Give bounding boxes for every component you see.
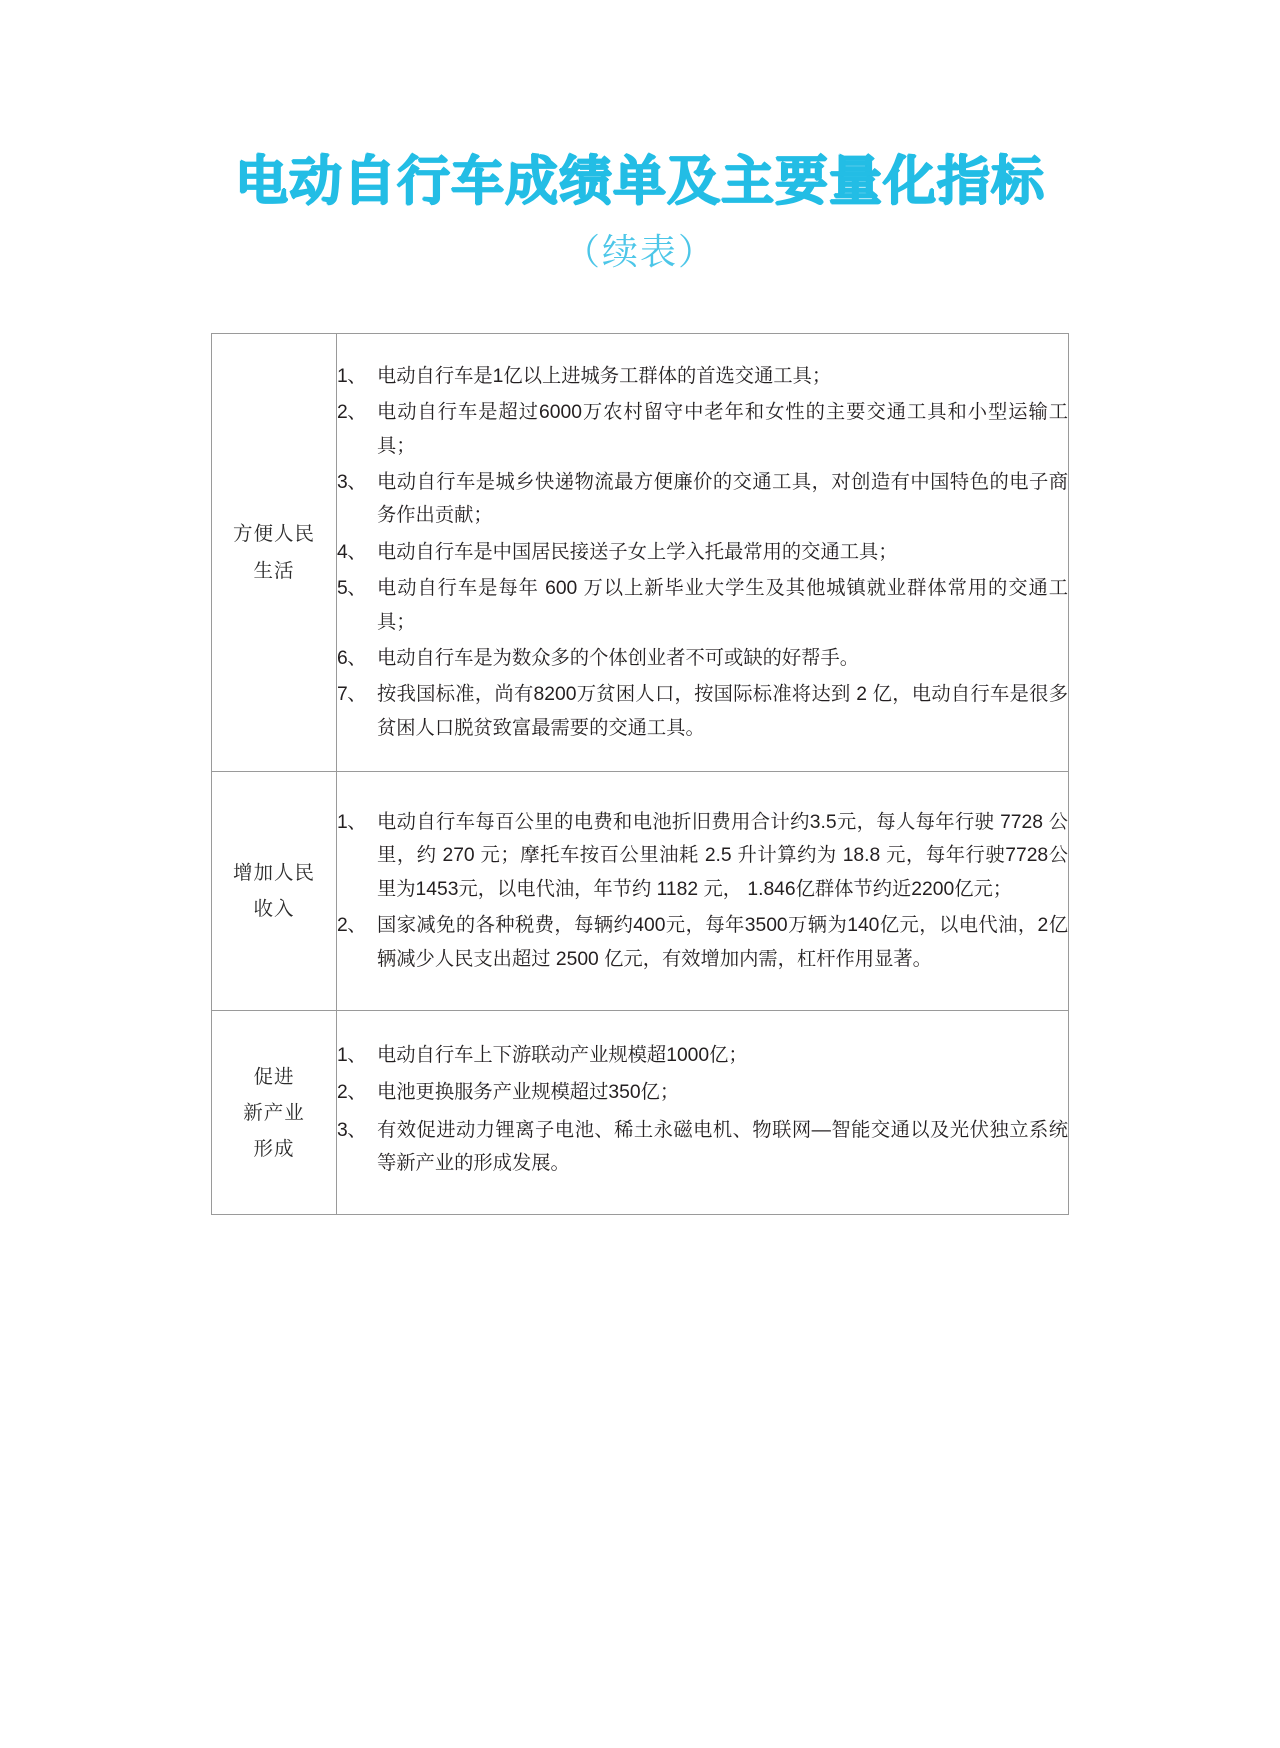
item-marker: 3、 bbox=[337, 472, 367, 494]
item-text: 电动自行车是为数众多的个体创业者不可或缺的好帮手。 bbox=[377, 647, 860, 669]
list-item bbox=[337, 909, 1068, 976]
item-text: 电动自行车是每年 600 万以上新毕业大学生及其他城镇就业群体常用的交通工具； bbox=[377, 578, 1068, 633]
list-item bbox=[337, 1114, 1068, 1181]
list-item bbox=[337, 536, 1068, 569]
row-label-line: 增加人民 bbox=[232, 861, 315, 884]
item-marker: 6、 bbox=[337, 647, 367, 669]
item-text: 电动自行车是城乡快递物流最方便廉价的交通工具，对创造有中国特色的电子商务作出贡献； bbox=[377, 472, 1068, 527]
item-marker: 2、 bbox=[337, 1082, 367, 1104]
item-list bbox=[337, 806, 1068, 976]
list-item bbox=[337, 1076, 1068, 1109]
title-block bbox=[0, 0, 1280, 278]
item-text: 电池更换服务产业规模超过350亿； bbox=[377, 1082, 680, 1104]
list-item bbox=[337, 1039, 1068, 1072]
table-container bbox=[211, 333, 1069, 1216]
list-item bbox=[337, 572, 1068, 639]
list-item bbox=[337, 396, 1068, 463]
row-content-cell bbox=[337, 333, 1069, 771]
item-marker: 2、 bbox=[337, 915, 367, 937]
item-marker: 1、 bbox=[337, 1044, 367, 1066]
row-content-cell bbox=[337, 772, 1069, 1011]
item-text: 电动自行车每百公里的电费和电池折旧费用合计约3.5元，每人每年行驶 7728 公里，约 270 元；摩托车按百公里油耗 2.5 升计算约为 18.8 元，每年行驶7728公里为1453元，以电代油，年节约 1182 元， 1.846亿群体节约近2200亿元； bbox=[377, 812, 1068, 900]
table-row bbox=[212, 1010, 1069, 1215]
row-label-line: 形成 bbox=[253, 1137, 295, 1160]
list-item bbox=[337, 360, 1068, 393]
item-list bbox=[337, 360, 1068, 745]
item-marker: 3、 bbox=[337, 1119, 367, 1141]
table-row bbox=[212, 333, 1069, 771]
item-text: 按我国标准，尚有8200万贫困人口，按国际标准将达到 2 亿，电动自行车是很多贫困人口脱贫致富最需要的交通工具。 bbox=[377, 684, 1068, 739]
item-marker: 2、 bbox=[337, 402, 367, 424]
table-row bbox=[212, 772, 1069, 1011]
item-text: 电动自行车是1亿以上进城务工群体的首选交通工具； bbox=[377, 365, 832, 387]
list-item bbox=[337, 806, 1068, 906]
item-text: 电动自行车是超过6000万农村留守中老年和女性的主要交通工具和小型运输工具； bbox=[377, 402, 1068, 457]
item-marker: 4、 bbox=[337, 541, 367, 563]
item-marker: 5、 bbox=[337, 578, 367, 600]
item-text: 电动自行车上下游联动产业规模超1000亿； bbox=[377, 1044, 748, 1066]
row-content-cell bbox=[337, 1010, 1069, 1215]
list-item bbox=[337, 678, 1068, 745]
page-title: 电动自行车成绩单及主要量化指标 bbox=[235, 151, 1045, 212]
row-label-line: 促进 bbox=[253, 1065, 295, 1088]
item-marker: 7、 bbox=[337, 684, 367, 706]
row-label-cell bbox=[212, 1010, 337, 1215]
item-marker: 1、 bbox=[337, 365, 367, 387]
indicators-table bbox=[211, 333, 1069, 1216]
row-label-line: 生活 bbox=[253, 559, 295, 582]
row-label-line: 新产业 bbox=[243, 1101, 305, 1124]
row-label-line: 方便人民 bbox=[232, 523, 315, 546]
list-item bbox=[337, 642, 1068, 675]
list-item bbox=[337, 466, 1068, 533]
item-text: 电动自行车是中国居民接送子女上学入托最常用的交通工具； bbox=[377, 541, 898, 563]
item-text: 有效促进动力锂离子电池、稀土永磁电机、物联网—智能交通以及光伏独立系统等新产业的形成发展。 bbox=[377, 1119, 1068, 1175]
page-subtitle: （续表） bbox=[563, 231, 716, 273]
row-label-line: 收入 bbox=[253, 898, 295, 921]
item-text: 国家减免的各种税费，每辆约400元，每年3500万辆为140亿元，以电代油，2亿辆减少人民支出超过 2500 亿元，有效增加内需，杠杆作用显著。 bbox=[377, 915, 1068, 970]
item-marker: 1、 bbox=[337, 812, 367, 834]
item-list bbox=[337, 1039, 1068, 1181]
row-label-cell bbox=[212, 333, 337, 771]
row-label-cell bbox=[212, 772, 337, 1011]
